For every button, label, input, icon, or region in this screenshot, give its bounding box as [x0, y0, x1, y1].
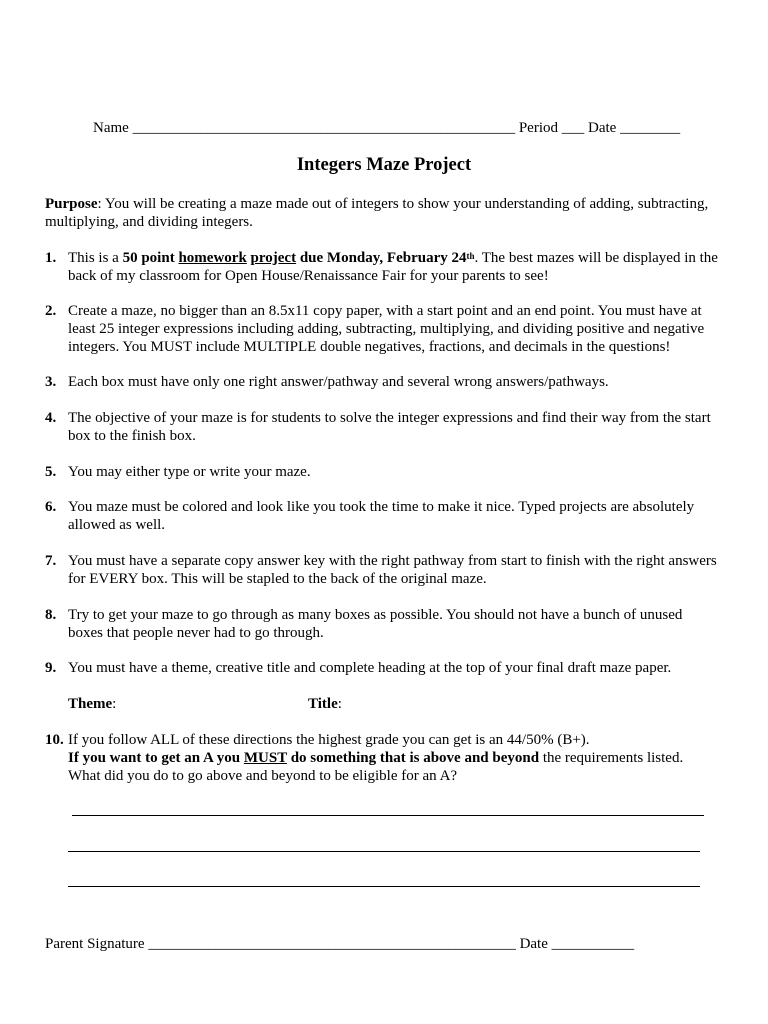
item-10-line-3: What did you do to go above and beyond to be eligible for an A?	[68, 768, 458, 784]
item-6-line-2: allowed as well.	[68, 517, 166, 533]
date-blank[interactable]: ________	[620, 120, 681, 136]
date-label: Date	[588, 120, 617, 136]
item-number: 3.	[45, 374, 57, 390]
item-2-line-2: least 25 integer expressions including adding, subtracting, multiplying, and dividing positive and negative	[68, 321, 705, 337]
item-number: 8.	[45, 607, 57, 623]
item-number: 7.	[45, 553, 57, 569]
purpose-line-2: multiplying, and dividing integers.	[45, 214, 253, 230]
item-8-line-1: Try to get your maze to go through as many boxes as possible. You should not have a bunch of unused	[68, 607, 683, 623]
footer-date-blank[interactable]: ___________	[551, 936, 635, 952]
purpose-line-1: Purpose: You will be creating a maze made out of integers to show your understanding of adding, subtracting,	[45, 196, 709, 212]
answer-line[interactable]	[68, 851, 700, 852]
item-number: 10.	[45, 732, 64, 748]
item-4-line-2: box to the finish box.	[68, 428, 196, 444]
item-2-line-3: integers. You MUST include MULTIPLE double negatives, fractions, and decimals in the questions!	[68, 339, 671, 355]
answer-line[interactable]	[68, 886, 700, 887]
item-number: 1.	[45, 250, 57, 266]
period-blank[interactable]: ___	[561, 120, 585, 136]
footer-date-label: Date	[519, 936, 548, 952]
signature-label: Parent Signature	[45, 936, 145, 952]
item-number: 5.	[45, 464, 57, 480]
heading-line	[93, 119, 680, 137]
page-title: Integers Maze Project	[296, 155, 472, 175]
item-number: 9.	[45, 660, 57, 676]
period-label: Period	[518, 120, 558, 136]
item-7-line-1: You must have a separate copy answer key with the right pathway from start to finish with the right answers	[68, 553, 717, 569]
title-label: Title	[308, 696, 338, 712]
signature-blank[interactable]: _________________________________________________	[148, 936, 516, 952]
signature-line	[45, 935, 634, 953]
name-blank[interactable]: ___________________________________________________	[132, 120, 516, 136]
item-10-line-2: If you want to get an A you MUST do something that is above and beyond the requirements listed.	[68, 750, 684, 766]
item-3-line-1: Each box must have only one right answer/pathway and several wrong answers/pathways.	[68, 374, 609, 390]
item-1-line-1: This is a 50 point homework project due Monday, February 24th. The best mazes will be displayed in the	[68, 250, 718, 266]
item-number: 2.	[45, 303, 57, 319]
item-7-line-2: for EVERY box. This will be stapled to the back of the original maze.	[68, 571, 487, 587]
theme-label: Theme	[68, 696, 113, 712]
item-5-line-1: You may either type or write your maze.	[68, 464, 311, 480]
item-number: 6.	[45, 499, 57, 515]
item-6-line-1: You maze must be colored and look like you took the time to make it nice. Typed projects are absolutely	[68, 499, 695, 515]
title-field[interactable]: Title:	[308, 696, 342, 712]
purpose-label: Purpose	[45, 196, 98, 212]
item-4-line-1: The objective of your maze is for students to solve the integer expressions and find their way from the start	[68, 410, 711, 426]
name-label: Name	[93, 120, 129, 136]
item-9-line-1: You must have a theme, creative title and complete heading at the top of your final draft maze paper.	[68, 660, 672, 676]
item-number: 4.	[45, 410, 57, 426]
item-10-line-1: If you follow ALL of these directions the highest grade you can get is an 44/50% (B+).	[68, 732, 590, 748]
item-8-line-2: boxes that people never had to go through.	[68, 625, 324, 641]
answer-line[interactable]	[72, 815, 704, 816]
theme-field[interactable]: Theme:	[68, 696, 117, 712]
item-2-line-1: Create a maze, no bigger than an 8.5x11 copy paper, with a start point and an end point. You must have at	[68, 303, 702, 319]
item-1-line-2: back of my classroom for Open House/Renaissance Fair for your parents to see!	[68, 268, 549, 284]
